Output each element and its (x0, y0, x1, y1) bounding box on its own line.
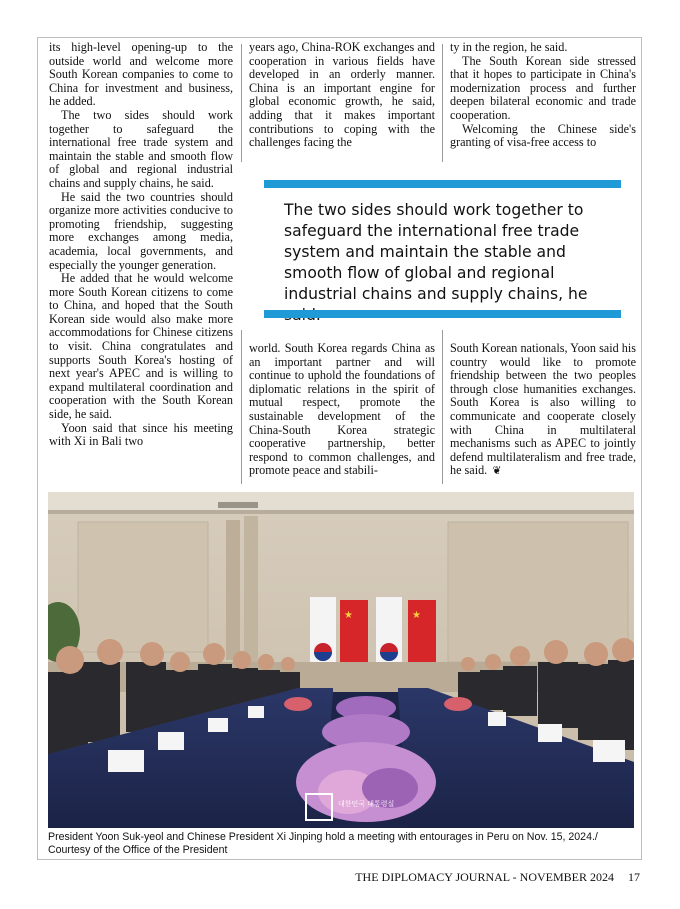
column-divider (442, 44, 443, 162)
column-divider (241, 330, 242, 484)
article-column-3-top (450, 41, 636, 150)
paragraph: years ago, China-ROK exchanges and cooperation in various fields have developed in an orderly manner. China is an important engine for global economic growth, he said, adding that it makes important contributions to coping with the challenges facing the (249, 40, 435, 150)
paragraph-text: South Korean nationals, Yoon said his country would like to promote friendship between the two peoples through close humanities exchanges. South Korea is also willing to communicate and cooperate closely with China in multilateral mechanisms such as APEC to jointly defend multilateralism and free trade, he said. (450, 341, 636, 478)
paragraph: Welcoming the Chinese side's granting of visa-free access to (450, 121, 636, 150)
end-mark-icon: ❦ (492, 465, 502, 478)
article-column-2-bottom (249, 342, 435, 478)
publication-name: THE DIPLOMACY JOURNAL - NOVEMBER 2024 (355, 870, 614, 884)
article-column-2-top (249, 41, 435, 150)
paragraph: He said the two countries should organize more activities conducive to promoting friendship, suggesting more exchanges among media, academia, local governments, and especially the younger generation. (49, 189, 233, 272)
pull-quote-top-bar (264, 180, 621, 188)
page-number: 17 (628, 870, 640, 884)
photo-caption: President Yoon Suk-yeol and Chinese President Xi Jinping hold a meeting with entourages in Peru on Nov. 15, 2024./ Courtesy of the Office of the President (48, 831, 598, 856)
paragraph: The two sides should work together to safeguard the international free trade system and maintain the stable and smooth flow of global and regional industrial chains and supply chains, he said. (49, 107, 233, 190)
column-divider (241, 44, 242, 162)
paragraph: He added that he would welcome more South Korean citizens to come to China, and hoped that the South Korean side would also make more accommodations for Chinese citizens to visit. China congratulates and supports South Korea's hosting of next year's APEC and is willing to expand multilateral coordination and cooperation with the South Korean side, he said. (49, 271, 233, 422)
paragraph: its high-level opening-up to the outside world and welcome more South Korean companies to come to China for investment and business, he added. (49, 40, 233, 109)
svg-text:★: ★ (344, 610, 353, 621)
page-footer (300, 870, 640, 885)
watermark-text: 대한민국 대통령실 (338, 800, 395, 808)
meeting-photo-illustration (48, 492, 634, 828)
paragraph: world. South Korea regards China as an important partner and will continue to uphold the foundations of diplomatic relations in the spirit of mutual respect, promote the sustainable development of the China-South Korea strategic cooperative partnership, better respond to common challenges, and promote peace and stabili- (249, 341, 435, 478)
column-divider (442, 330, 443, 484)
pull-quote-bottom-bar (264, 310, 621, 318)
svg-text:★: ★ (412, 610, 421, 621)
article-column-1 (49, 41, 233, 449)
meeting-photo (48, 492, 634, 828)
article-column-3-bottom (450, 342, 636, 479)
paragraph: ty in the region, he said. (450, 40, 568, 54)
pull-quote-text: The two sides should work together to safeguard the international free trade system and maintain the stable and smooth flow of global and regional industrial chains and supply chains, he (284, 201, 588, 303)
pull-quote (264, 180, 621, 320)
paragraph: The South Korean side stressed that it hopes to participate in China's modernization process and further deepen bilateral economic and trade cooperation. (450, 53, 636, 122)
paragraph (450, 342, 636, 479)
paragraph: Yoon said that since his meeting with Xi in Bali two (49, 420, 233, 449)
